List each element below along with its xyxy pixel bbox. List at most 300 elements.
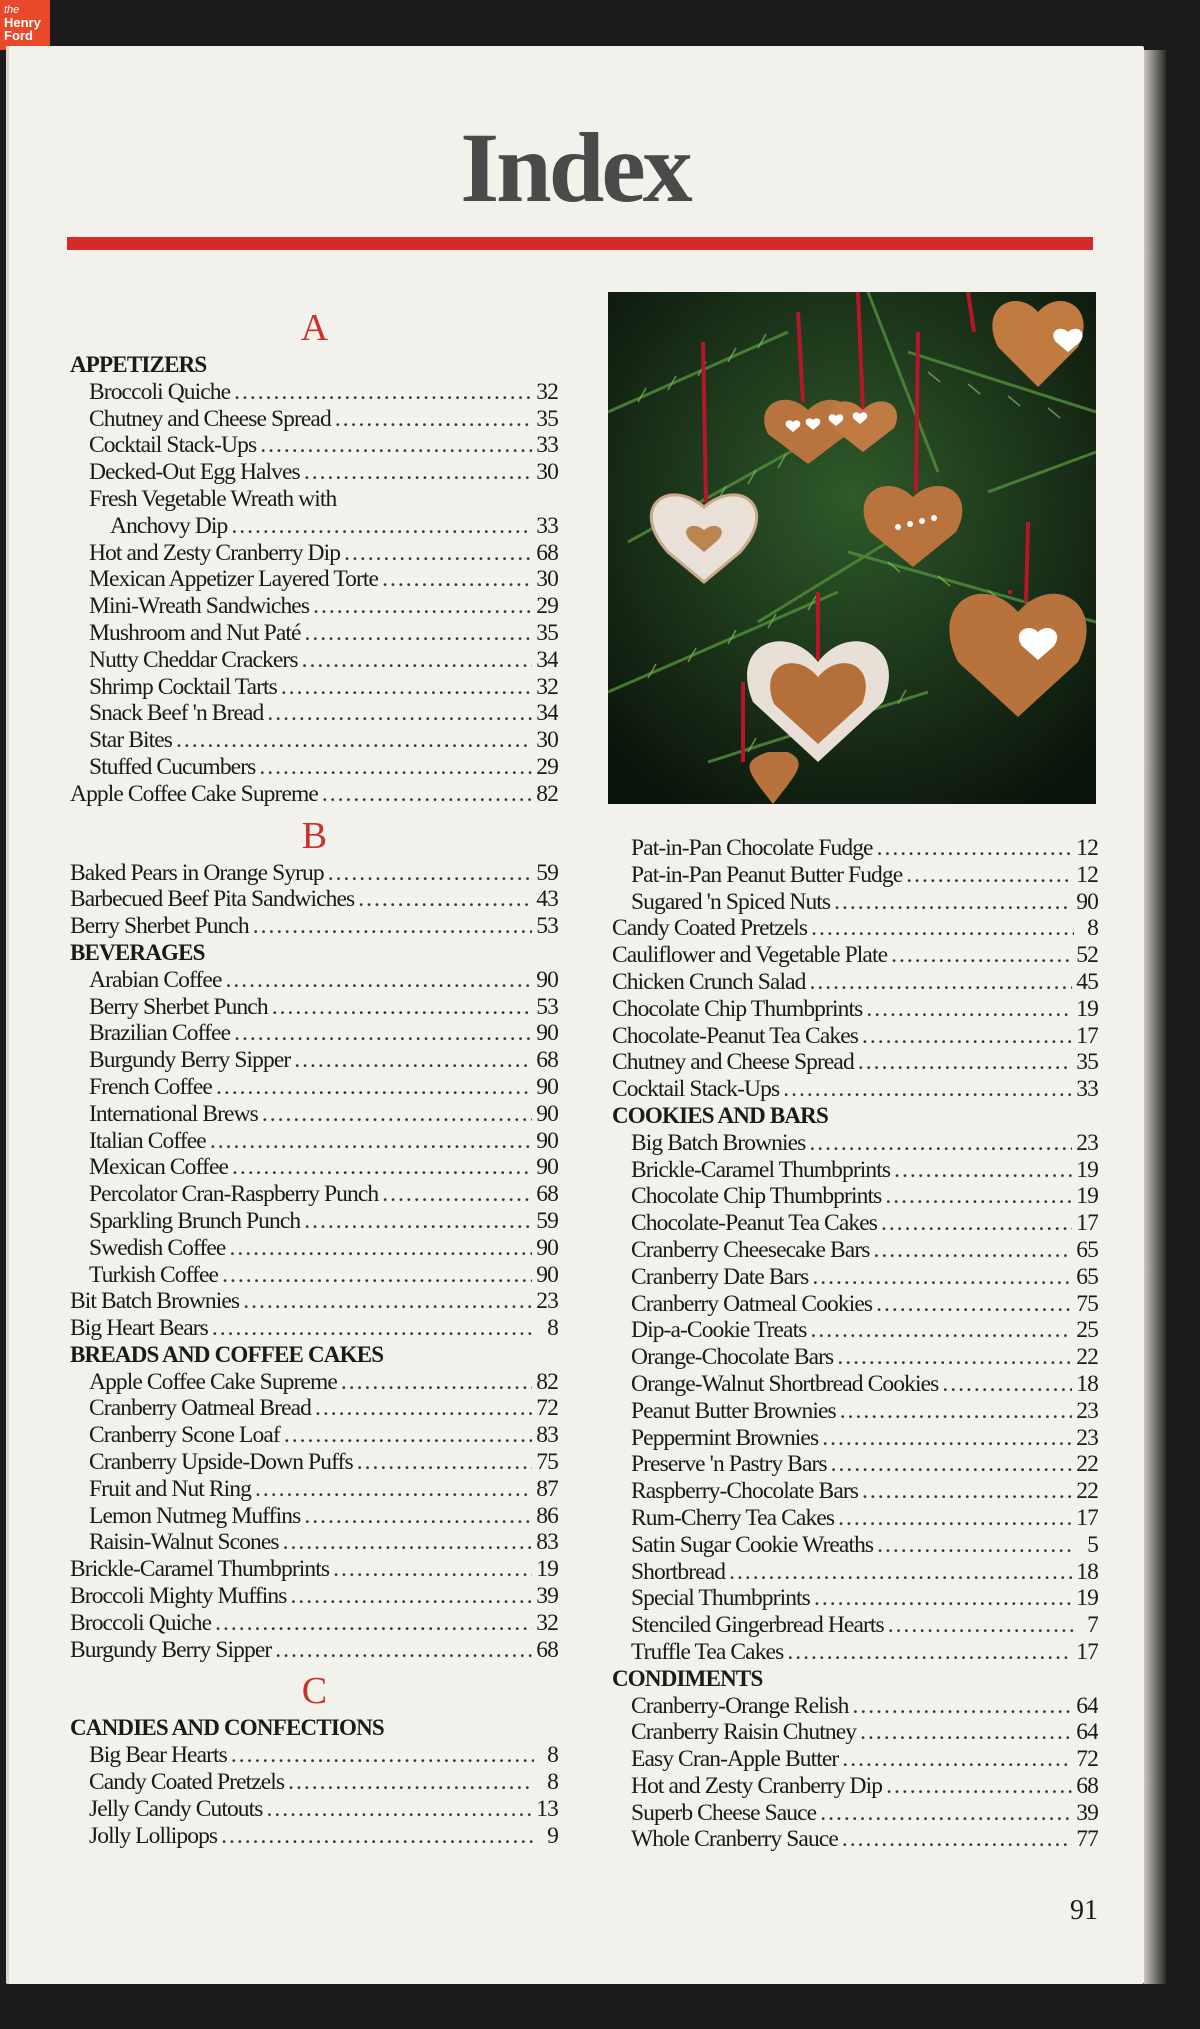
dot-leader (877, 835, 1073, 862)
entry-page-number: 19 (1076, 1585, 1098, 1612)
dot-leader (259, 754, 532, 781)
index-entry (70, 1369, 558, 1396)
entry-title: Hot and Zesty Cranberry Dip (631, 1772, 883, 1799)
entry-title: Superb Cheese Sauce (631, 1799, 817, 1826)
entry-title: International Brews (89, 1100, 258, 1127)
dot-leader (294, 1047, 532, 1074)
index-entry (70, 913, 558, 940)
entry-title: Peppermint Brownies (631, 1424, 819, 1451)
dot-leader (313, 593, 532, 620)
entry-title: Chocolate-Peanut Tea Cakes (612, 1022, 858, 1049)
entry-page-number: 34 (536, 700, 558, 727)
entry-title: Satin Sugar Cookie Wreaths (631, 1531, 874, 1558)
entry-title: Baked Pears in Orange Syrup (70, 859, 324, 886)
dot-leader (842, 1826, 1072, 1853)
entry-page-number: 64 (1076, 1719, 1098, 1746)
entry-page-number: 17 (1076, 1638, 1098, 1665)
entry-page-number: 29 (536, 753, 558, 780)
entry-title: Cranberry Oatmeal Bread (89, 1395, 312, 1422)
entry-title: Snack Beef 'n Bread (89, 700, 264, 727)
entry-title: Apple Coffee Cake Supreme (89, 1368, 337, 1395)
dot-leader (787, 1639, 1072, 1666)
dot-leader (357, 1449, 533, 1476)
entry-title: Berry Sherbet Punch (70, 913, 249, 940)
entry-page-number: 12 (1076, 861, 1098, 888)
entry-page-number: 23 (1076, 1129, 1098, 1156)
index-entry (70, 1235, 558, 1262)
dot-leader (322, 781, 532, 808)
index-entry (70, 1181, 558, 1208)
entry-title: Truffle Tea Cakes (631, 1638, 784, 1665)
index-entry (70, 1529, 558, 1556)
entry-title: Chocolate Chip Thumbprints (631, 1183, 882, 1210)
dot-leader (234, 1020, 532, 1047)
entry-page-number: 13 (536, 1795, 558, 1822)
index-entry (612, 1237, 1098, 1264)
dot-leader (283, 1529, 533, 1556)
dot-leader (810, 1317, 1072, 1344)
index-entry (70, 1742, 558, 1769)
dot-leader (811, 915, 1074, 942)
index-entry (612, 1210, 1098, 1237)
entry-title: Cauliflower and Vegetable Plate (612, 942, 888, 969)
entry-page-number: 35 (536, 619, 558, 646)
entry-title: Orange-Walnut Shortbread Cookies (631, 1370, 939, 1397)
entry-title: Raisin-Walnut Scones (89, 1529, 279, 1556)
title-rule (67, 237, 1093, 250)
index-entry (70, 1637, 558, 1664)
entry-page-number: 68 (536, 1636, 558, 1663)
index-category-heading: BEVERAGES (70, 939, 205, 965)
index-entry (612, 1559, 1098, 1586)
dot-leader (267, 700, 532, 727)
index-entry (612, 969, 1098, 996)
entry-title: Swedish Coffee (89, 1234, 226, 1261)
dot-leader (834, 889, 1072, 916)
dot-leader (304, 459, 532, 486)
entry-page-number: 30 (536, 727, 558, 754)
index-entry (612, 889, 1098, 916)
dot-leader (222, 1262, 532, 1289)
index-entry (70, 1583, 558, 1610)
index-entry (612, 1264, 1098, 1291)
entry-title: Cranberry-Orange Relish (631, 1692, 849, 1719)
entry-page-number: 19 (536, 1556, 558, 1583)
entry-title: Decked-Out Egg Halves (89, 459, 300, 486)
entry-title: Barbecued Beef Pita Sandwiches (70, 886, 355, 913)
index-entry (612, 862, 1098, 889)
entry-title: Big Heart Bears (70, 1315, 208, 1342)
index-column-left (70, 306, 558, 1849)
section-letter-c: C (301, 1670, 327, 1713)
entry-page-number: 64 (1076, 1692, 1098, 1719)
dot-leader (225, 967, 532, 994)
entry-title: Brazilian Coffee (89, 1020, 231, 1047)
entry-title: Big Batch Brownies (631, 1129, 806, 1156)
dot-leader (886, 1773, 1072, 1800)
entry-page-number: 18 (1076, 1370, 1098, 1397)
entry-title: Whole Cranberry Sauce (631, 1826, 838, 1853)
entry-page-number: 19 (1076, 1156, 1098, 1183)
dot-leader (358, 886, 532, 913)
entry-page-number: 34 (536, 646, 558, 673)
index-category-heading: COOKIES AND BARS (612, 1102, 828, 1128)
index-entry (612, 1130, 1098, 1157)
entry-page-number: 75 (536, 1449, 558, 1476)
entry-title: Peanut Butter Brownies (631, 1397, 836, 1424)
index-entry (70, 1769, 558, 1796)
index-entry (612, 1746, 1098, 1773)
index-entry (70, 727, 558, 754)
entry-title: Cocktail Stack-Ups (612, 1076, 780, 1103)
entry-page-number: 90 (536, 1100, 558, 1127)
dot-leader (842, 1746, 1072, 1773)
christmas-tree-photo-illustration (608, 292, 1096, 804)
dot-leader (260, 432, 532, 459)
index-entry (70, 1610, 558, 1637)
index-category-heading: CONDIMENTS (612, 1665, 763, 1691)
dot-leader (942, 1371, 1072, 1398)
index-category-heading: APPETIZERS (70, 352, 207, 377)
gingerbread-ornaments-photo (608, 292, 1096, 804)
entry-title: Cranberry Raisin Chutney (631, 1719, 857, 1746)
dot-leader (729, 1559, 1072, 1586)
entry-page-number: 5 (1087, 1531, 1098, 1558)
entry-title: Preserve 'n Pastry Bars (631, 1451, 827, 1478)
dot-leader (229, 1235, 532, 1262)
entry-page-number: 45 (1076, 968, 1098, 995)
index-entry (70, 1208, 558, 1235)
entry-title: Cranberry Upside-Down Puffs (89, 1449, 353, 1476)
entry-title: Berry Sherbet Punch (89, 993, 268, 1020)
entry-page-number: 39 (536, 1583, 558, 1610)
index-entry (70, 566, 558, 593)
entry-page-number: 68 (1076, 1772, 1098, 1799)
index-entry (612, 1425, 1098, 1452)
index-entry (70, 432, 558, 459)
entry-page-number: 82 (536, 780, 558, 807)
entry-page-number: 23 (536, 1288, 558, 1315)
entry-page-number: 59 (536, 1207, 558, 1234)
entry-page-number: 90 (536, 1020, 558, 1047)
dot-leader (341, 1369, 532, 1396)
index-entry (612, 1478, 1098, 1505)
entry-title: Hot and Zesty Cranberry Dip (89, 539, 341, 566)
index-entry (70, 1503, 558, 1530)
index-entry (70, 1154, 558, 1181)
index-category-heading: BREADS AND COFFEE CAKES (70, 1341, 384, 1367)
entry-page-number: 53 (536, 913, 558, 940)
dot-leader (272, 994, 533, 1021)
dot-leader (837, 1344, 1072, 1371)
entry-page-number: 52 (1076, 942, 1098, 969)
dot-leader (305, 620, 533, 647)
entry-title: Orange-Chocolate Bars (631, 1344, 834, 1371)
index-entry (70, 1315, 558, 1342)
index-entry (612, 835, 1098, 862)
entry-title: Broccoli Quiche (89, 378, 231, 405)
index-entry (70, 1262, 558, 1289)
index-entry (612, 942, 1098, 969)
index-entry (612, 1585, 1098, 1612)
dot-leader (344, 540, 532, 567)
entry-page-number: 19 (1076, 1183, 1098, 1210)
dot-leader (809, 1130, 1072, 1157)
index-entry (70, 700, 558, 727)
entry-title: Candy Coated Pretzels (89, 1769, 285, 1796)
index-entry (70, 1288, 558, 1315)
dot-leader (866, 996, 1072, 1023)
dot-leader (382, 1181, 532, 1208)
index-entry (70, 406, 558, 433)
dot-leader (255, 1476, 532, 1503)
entry-page-number: 33 (536, 432, 558, 459)
index-entry (612, 1639, 1098, 1666)
entry-page-number: 65 (1076, 1236, 1098, 1263)
entry-title: Apple Coffee Cake Supreme (70, 780, 318, 807)
entry-title: Mini-Wreath Sandwiches (89, 593, 310, 620)
entry-page-number: 33 (536, 512, 558, 539)
index-entry (612, 1719, 1098, 1746)
dot-leader (862, 1478, 1072, 1505)
index-entry (612, 1612, 1098, 1639)
index-entry (70, 459, 558, 486)
page-title: Index (460, 112, 690, 223)
dot-leader (304, 1208, 532, 1235)
entry-title: Cranberry Oatmeal Cookies (631, 1290, 873, 1317)
entry-page-number: 23 (1076, 1424, 1098, 1451)
entry-title: Turkish Coffee (89, 1261, 219, 1288)
dot-leader (215, 1610, 532, 1637)
entry-page-number: 68 (536, 1047, 558, 1074)
index-entry (70, 1422, 558, 1449)
entry-title: Arabian Coffee (89, 966, 222, 993)
index-entry (70, 967, 558, 994)
entry-page-number: 12 (1076, 835, 1098, 861)
dot-leader (328, 860, 533, 887)
index-entry (70, 1128, 558, 1155)
index-entry (70, 1020, 558, 1047)
entry-page-number: 19 (1076, 995, 1098, 1022)
entry-title: Percolator Cran-Raspberry Punch (89, 1181, 379, 1208)
entry-page-number: 35 (1076, 1049, 1098, 1076)
entry-title: Cranberry Cheesecake Bars (631, 1236, 870, 1263)
dot-leader (822, 1425, 1072, 1452)
index-entry (612, 1371, 1098, 1398)
entry-page-number: 8 (1087, 915, 1098, 942)
dot-leader (231, 513, 532, 540)
entry-title: Dip-a-Cookie Treats (631, 1317, 807, 1344)
index-entry (70, 620, 558, 647)
dot-leader (267, 1796, 533, 1823)
index-entry (70, 1449, 558, 1476)
entry-page-number: 22 (1076, 1478, 1098, 1505)
entry-title: Stenciled Gingerbread Hearts (631, 1612, 884, 1639)
entry-page-number: 8 (547, 1769, 558, 1796)
entry-page-number: 29 (536, 593, 558, 620)
dot-leader (243, 1288, 532, 1315)
dot-leader (881, 1210, 1072, 1237)
entry-page-number: 68 (536, 539, 558, 566)
entry-page-number: 68 (536, 1181, 558, 1208)
dot-leader (812, 1264, 1072, 1291)
index-entry (612, 1317, 1098, 1344)
entry-title: Burgundy Berry Sipper (89, 1047, 291, 1074)
dot-leader (315, 1395, 532, 1422)
index-entry (612, 996, 1098, 1023)
dot-leader (885, 1183, 1072, 1210)
dot-leader (304, 1503, 532, 1530)
index-entry (70, 674, 558, 701)
entry-title: Jelly Candy Cutouts (89, 1795, 263, 1822)
entry-title: Sparkling Brunch Punch (89, 1207, 301, 1234)
dot-leader (852, 1693, 1072, 1720)
index-entry (612, 915, 1098, 942)
dot-leader (906, 862, 1072, 889)
index-entry (612, 1451, 1098, 1478)
index-entry (70, 1074, 558, 1101)
entry-page-number: 53 (536, 993, 558, 1020)
dot-leader (783, 1076, 1072, 1103)
entry-page-number: 90 (536, 1154, 558, 1181)
index-entry (612, 1826, 1098, 1853)
entry-page-number: 65 (1076, 1263, 1098, 1290)
index-entry (70, 1101, 558, 1128)
entry-title: Brickle-Caramel Thumbprints (631, 1156, 891, 1183)
entry-title: Chocolate Chip Thumbprints (612, 995, 863, 1022)
dot-leader (891, 942, 1072, 969)
entry-page-number: 7 (1087, 1612, 1098, 1639)
entry-page-number: 18 (1076, 1558, 1098, 1585)
entry-title: Italian Coffee (89, 1127, 206, 1154)
page-edge (1144, 50, 1166, 1984)
entry-title: Special Thumbprints (631, 1585, 810, 1612)
entry-page-number: 22 (1076, 1344, 1098, 1371)
entry-page-number: 17 (1076, 1504, 1098, 1531)
index-category-heading: CANDIES AND CONFECTIONS (70, 1715, 384, 1741)
index-entry (612, 1344, 1098, 1371)
entry-page-number: 39 (1076, 1799, 1098, 1826)
entry-title: Lemon Nutmeg Muffins (89, 1502, 301, 1529)
index-entry (70, 781, 558, 808)
dot-leader (281, 674, 532, 701)
entry-page-number: 9 (547, 1822, 558, 1849)
index-entry (70, 886, 558, 913)
entry-page-number: 22 (1076, 1451, 1098, 1478)
entry-title: Raspberry-Chocolate Bars (631, 1478, 859, 1505)
entry-page-number: 77 (1076, 1826, 1098, 1853)
index-entry (612, 1183, 1098, 1210)
dot-leader (302, 647, 533, 674)
entry-title: Chutney and Cheese Spread (612, 1049, 854, 1076)
entry-title: Easy Cran-Apple Butter (631, 1746, 839, 1773)
entry-page-number: 75 (1076, 1290, 1098, 1317)
entry-title: Chicken Crunch Salad (612, 968, 806, 995)
entry-page-number: 23 (1076, 1397, 1098, 1424)
dot-leader (840, 1398, 1073, 1425)
entry-title: Sugared 'n Spiced Nuts (631, 888, 831, 915)
dot-leader (253, 913, 533, 940)
entry-title: Shortbread (631, 1558, 726, 1585)
entry-page-number: 72 (536, 1395, 558, 1422)
dot-leader (874, 1237, 1073, 1264)
section-letter-a: A (300, 307, 328, 349)
entry-page-number: 86 (536, 1502, 558, 1529)
dot-leader (275, 1637, 532, 1664)
entry-title: Burgundy Berry Sipper (70, 1636, 272, 1663)
entry-title: Nutty Cheddar Crackers (89, 646, 298, 673)
entry-page-number: 32 (536, 1609, 558, 1636)
dot-leader (288, 1769, 534, 1796)
index-entry (70, 1047, 558, 1074)
index-entry (612, 1773, 1098, 1800)
index-entry (70, 1556, 558, 1583)
entry-title: Brickle-Caramel Thumbprints (70, 1556, 330, 1583)
entry-page-number: 82 (536, 1368, 558, 1395)
page-number: 91 (1070, 1895, 1098, 1926)
entry-page-number: 90 (1076, 888, 1098, 915)
index-entry (70, 860, 558, 887)
entry-page-number: 87 (536, 1475, 558, 1502)
entry-title: Rum-Cherry Tea Cakes (631, 1504, 835, 1531)
entry-title: Jolly Lollipops (89, 1822, 218, 1849)
entry-title: Chutney and Cheese Spread (89, 405, 331, 432)
entry-title: Mushroom and Nut Paté (89, 619, 301, 646)
dot-leader (888, 1612, 1074, 1639)
index-entry (612, 1800, 1098, 1827)
entry-title: Pat-in-Pan Peanut Butter Fudge (631, 861, 903, 888)
entry-page-number: 32 (536, 673, 558, 700)
entry-title: Pat-in-Pan Chocolate Fudge (631, 835, 873, 861)
entry-page-number: 72 (1076, 1746, 1098, 1773)
dot-leader (838, 1505, 1072, 1532)
entry-title: Anchovy Dip (110, 512, 228, 539)
logo-line-2: Henry (4, 15, 41, 30)
entry-page-number: 33 (1076, 1076, 1098, 1103)
dot-leader (809, 969, 1072, 996)
index-entry (70, 1395, 558, 1422)
index-entry (70, 647, 558, 674)
index-entry (70, 994, 558, 1021)
henry-ford-logo (0, 0, 50, 50)
entry-title: Fresh Vegetable Wreath with (89, 485, 337, 512)
dot-leader (333, 1556, 532, 1583)
entry-page-number: 30 (536, 459, 558, 486)
index-column-right (612, 835, 1098, 1853)
dot-leader (232, 1154, 532, 1181)
index-entry (70, 513, 558, 540)
dot-leader (210, 1128, 532, 1155)
entry-page-number: 59 (536, 859, 558, 886)
entry-title: French Coffee (89, 1073, 212, 1100)
dot-leader (284, 1422, 532, 1449)
dot-leader (831, 1451, 1073, 1478)
entry-page-number: 25 (1076, 1317, 1098, 1344)
entry-title: Bit Batch Brownies (70, 1288, 240, 1315)
dot-leader (862, 1023, 1072, 1050)
entry-title: Big Bear Hearts (89, 1742, 227, 1769)
dot-leader (335, 406, 532, 433)
entry-page-number: 90 (536, 1127, 558, 1154)
entry-page-number: 32 (536, 378, 558, 405)
entry-page-number: 90 (536, 1234, 558, 1261)
entry-title: Mexican Appetizer Layered Torte (89, 566, 379, 593)
entry-title: Chocolate-Peanut Tea Cakes (631, 1210, 877, 1237)
dot-leader (234, 379, 532, 406)
entry-title: Shrimp Cocktail Tarts (89, 673, 277, 700)
entry-title: Broccoli Mighty Muffins (70, 1583, 287, 1610)
index-entry (70, 540, 558, 567)
